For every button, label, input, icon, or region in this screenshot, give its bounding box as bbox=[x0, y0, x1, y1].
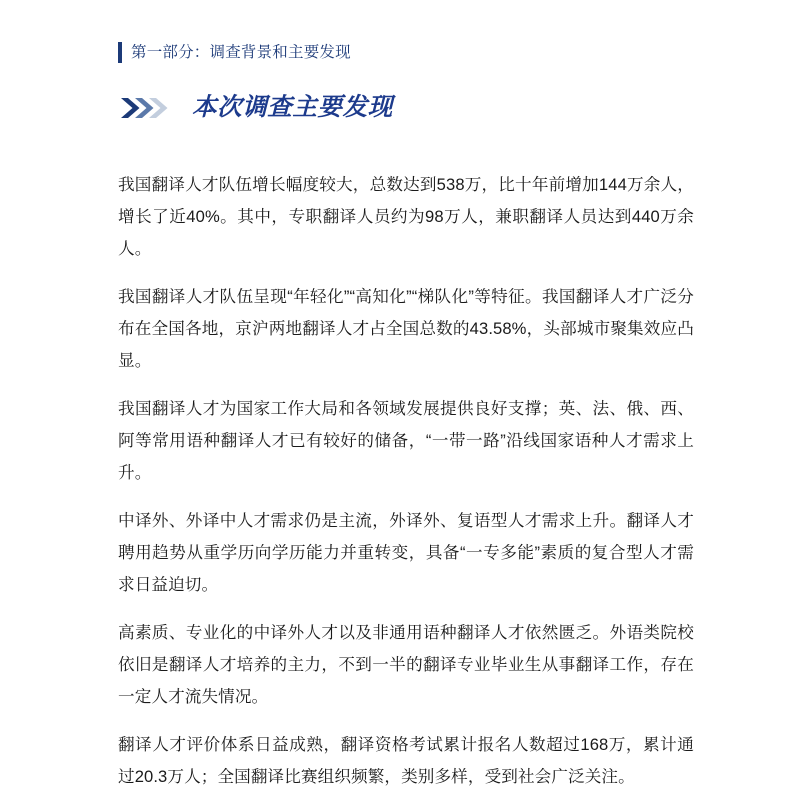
page-title bbox=[118, 93, 694, 123]
paragraph: 中译外、外译中人才需求仍是主流，外译外、复语型人才需求上升。翻译人才聘用趋势从重学历向学历能力并重转变，具备“一专多能”素质的复合型人才需求日益迫切。 bbox=[118, 511, 694, 594]
breadcrumb bbox=[118, 40, 694, 64]
paragraph: 我国翻译人才队伍增长幅度较大，总数达到538万，比十年前增加144万余人，增长了近40%。其中，专职翻译人员约为98万人，兼职翻译人员达到440万余人。 bbox=[118, 175, 694, 258]
breadcrumb-label: 第一部分：调查背景和主要发现 bbox=[131, 43, 351, 61]
paragraph: 我国翻译人才队伍呈现“年轻化”“高知化”“梯队化”等特征。我国翻译人才广泛分布在全国各地，京沪两地翻译人才占全国总数的43.58%，头部城市聚集效应凸显。 bbox=[118, 287, 694, 370]
paragraph: 高素质、专业化的中译外人才以及非通用语种翻译人才依然匮乏。外语类院校依旧是翻译人才培养的主力，不到一半的翻译专业毕业生从事翻译工作，存在一定人才流失情况。 bbox=[118, 623, 694, 706]
breadcrumb-accent-bar bbox=[118, 42, 122, 63]
triple-chevron-icon bbox=[120, 96, 172, 120]
content-column bbox=[118, 0, 694, 793]
paragraph: 翻译人才评价体系日益成熟，翻译资格考试累计报名人数超过168万，累计通过20.3万人；全国翻译比赛组织频繁，类别多样，受到社会广泛关注。 bbox=[118, 735, 694, 786]
page-title-text: 本次调查主要发现 bbox=[192, 94, 393, 121]
body-copy bbox=[118, 169, 694, 793]
paragraph: 我国翻译人才为国家工作大局和各领域发展提供良好支撑；英、法、俄、西、阿等常用语种翻译人才已有较好的储备，“一带一路”沿线国家语种人才需求上升。 bbox=[118, 399, 694, 482]
